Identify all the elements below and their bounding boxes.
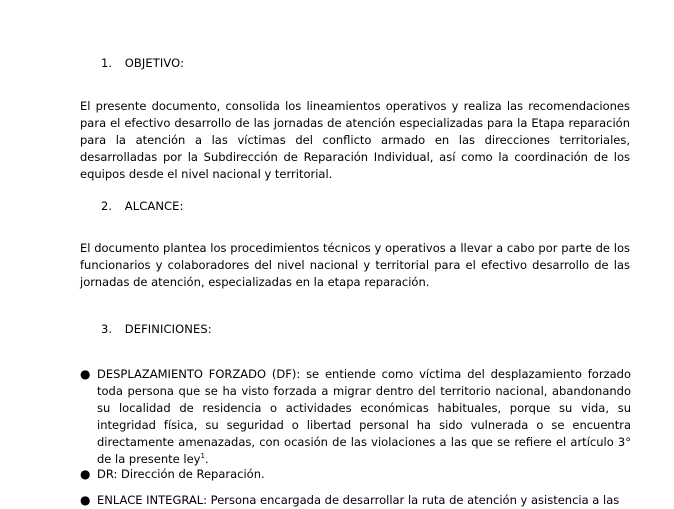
definition-end: . <box>204 452 209 466</box>
section-heading-definiciones <box>101 322 212 336</box>
bullet-icon: ● <box>80 493 91 507</box>
definition-item-dr <box>80 466 631 483</box>
definition-item-enlace <box>80 492 631 509</box>
bullet-icon: ● <box>80 467 91 481</box>
definition-text: se entiende como víctima del desplazamiento forzado toda persona que se ha visto forzada a migrar dentro del territorio nacional, abandonando su localidad de residencia o actividades económicas habituales, porque su vida, su integridad física, su seguridad o libertad personal ha sido vulnerada o se encuentra directamente amenazadas, con ocasión de las violaciones a las que se refiere el artículo 3° de la presente ley <box>97 367 631 466</box>
definition-text: Persona encargada de desarrollar la ruta de atención y asistencia a las <box>207 493 620 507</box>
footnote-marker[interactable]: 1 <box>200 452 205 461</box>
section-heading-alcance <box>101 199 184 213</box>
definition-item-desplazamiento <box>80 366 631 468</box>
definition-term: ENLACE INTEGRAL: <box>97 493 208 507</box>
section-heading-objetivo <box>101 56 184 70</box>
section-title: ALCANCE: <box>124 199 184 213</box>
section-number: 1. <box>101 56 113 70</box>
objetivo-paragraph: El presente documento, consolida los lineamientos operativos y realiza las recomendaciones para el efectivo desarrollo de las jornadas de atención especializadas para la Etapa reparación para la atención a las víctimas del conflicto armado en las direcciones territoriales, desarrolladas por la Subdirección de Reparación Individual, así como la coordinación de los equipos desde el nivel nacional y territorial. <box>80 99 630 181</box>
definition-text: Dirección de Reparación. <box>117 467 265 481</box>
alcance-paragraph: El documento plantea los procedimientos técnicos y operativos a llevar a cabo por parte de los funcionarios y colaboradores del nivel nacional y territorial para el efectivo desarrollo de las jornadas de atención, especializadas en la etapa reparación. <box>80 241 630 289</box>
section-title: OBJETIVO: <box>124 56 185 70</box>
section-title: DEFINICIONES: <box>124 322 212 336</box>
definition-term: DR: <box>97 467 118 481</box>
section-number: 2. <box>101 199 113 213</box>
definition-term: DESPLAZAMIENTO FORZADO (DF): <box>97 367 301 381</box>
bullet-icon: ● <box>80 367 91 381</box>
section-number: 3. <box>101 322 113 336</box>
